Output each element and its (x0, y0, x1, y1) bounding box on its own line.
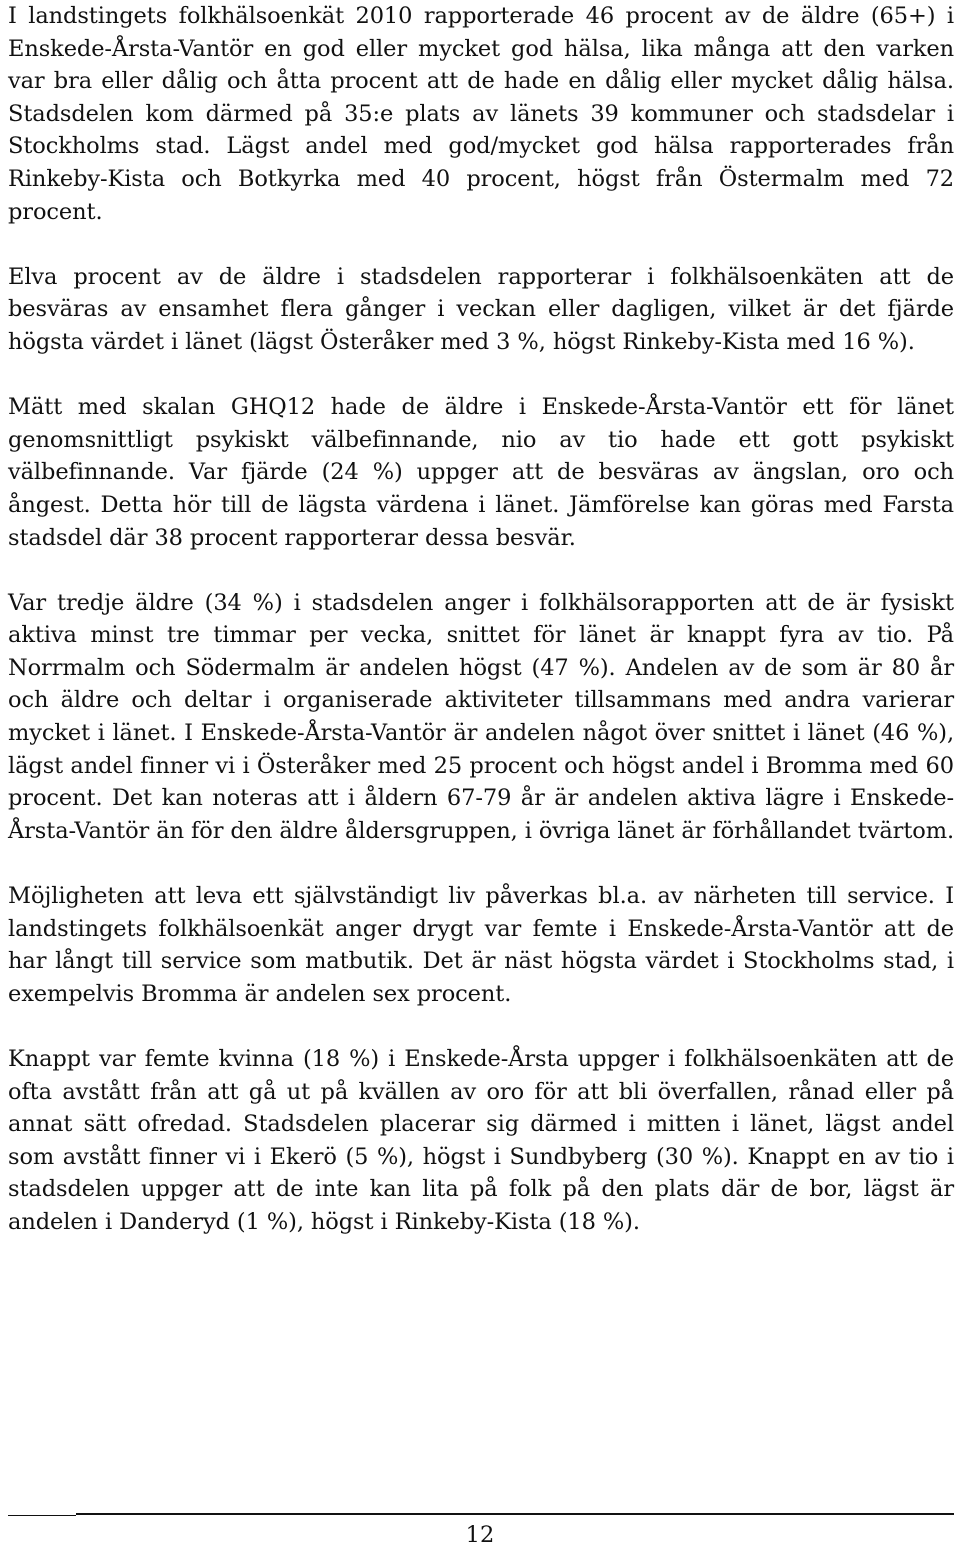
paragraph-health: I landstingets folkhälsoenkät 2010 rapporterade 46 procent av de äldre (65+) i Enskede-Årsta-Vantör en god eller mycket god hälsa, lika många att den varken var bra eller dålig och åtta procent att de hade en dålig eller mycket dålig hälsa. Stadsdelen kom därmed på 35:e plats av länets 39 kommuner och stadsdelar i Stockholms stad. Lägst andel med god/mycket god hälsa rapporterades från Rinkeby-Kista och Botkyrka med 40 procent, högst från Östermalm med 72 procent. (8, 3, 954, 225)
footer-rule-short (8, 1515, 76, 1516)
paragraph-service-access: Möjligheten att leva ett självständigt liv påverkas bl.a. av närheten till service. I landstingets folkhälsoenkät anger drygt var femte i Enskede-Årsta-Vantör att de har långt till service som matbutik. Det är näst högsta värdet i Stockholms stad, i exempelvis Bromma är andelen sex procent. (8, 883, 954, 1007)
paragraph-wellbeing: Mätt med skalan GHQ12 hade de äldre i Enskede-Årsta-Vantör ett för länet genomsnittligt psykiskt välbefinnande, nio av tio hade ett gott psykiskt välbefinnande. Var fjärde (24 %) uppger att de besväras av ängslan, oro och ångest. Detta hör till de lägsta värdena i länet. Jämförelse kan göras med Farsta stadsdel där 38 procent rapporterar dessa besvär. (8, 394, 954, 551)
paragraph-loneliness: Elva procent av de äldre i stadsdelen rapporterar i folkhälsoenkäten att de besväras av ensamhet flera gånger i veckan eller dagligen, vilket är det fjärde högsta värdet i länet (lägst Österåker med 3 %, högst Rinkeby-Kista med 16 %). (8, 263, 954, 355)
page-number: 12 (465, 1522, 495, 1548)
paragraph-physical-activity: Var tredje äldre (34 %) i stadsdelen anger i folkhälsorapporten att de är fysiskt aktiva minst tre timmar per vecka, snittet för länet är knappt fyra av tio. På Norrmalm och Södermalm är andelen högst (47 %). Andelen av de som är 80 år och äldre och deltar i organiserade aktiviteter tillsammans med andra varierar mycket i länet. I Enskede-Årsta-Vantör är andelen något över snittet i länet (46 %), lägst andel finner vi i Österåker med 25 procent och högst andel i Bromma med 60 procent. Det kan noteras att i åldern 67-79 år är andelen aktiva lägre i Enskede-Årsta-Vantör än för den äldre åldersgruppen, i övriga länet är förhållandet tvärtom. (8, 589, 954, 844)
footer-rule (76, 1513, 954, 1515)
document-body (8, 0, 954, 1271)
paragraph-safety: Knappt var femte kvinna (18 %) i Enskede-Årsta uppger i folkhälsoenkäten att de ofta avstått från att gå ut på kvällen av oro för att bli överfallen, rånad eller på annat sätt ofredad. Stadsdelen placerar sig därmed i mitten i länet, lägst andel som avstått finner vi i Ekerö (5 %), högst i Sundbyberg (30 %). Knappt en av tio i stadsdelen uppger att de inte kan lita på folk på den plats där de bor, lägst är andelen i Danderyd (1 %), högst i Rinkeby-Kista (18 %). (8, 1046, 954, 1235)
